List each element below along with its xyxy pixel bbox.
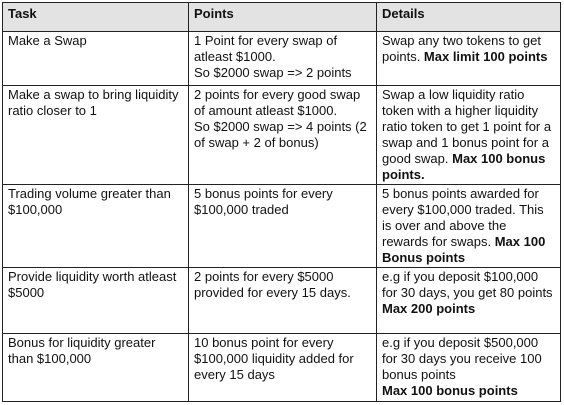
points-line: 2 points for every $5000 provided for every 15 days. [194,269,351,300]
points-cell [189,32,377,86]
points-line: So $2000 swap => 2 points [194,65,352,80]
points-cell [189,334,377,402]
task-cell: Make a Swap [3,32,189,86]
details-cell [377,268,561,334]
task-cell: Make a swap to bring liquidity ratio closer to 1 [3,86,189,185]
details-text: Swap a low liquidity ratio token with a higher liquidity ratio token to get 1 point for a swap and 1 bonus point for a good swap. [382,87,552,166]
details-text: e.g if you deposit $500,000 for 30 days you receive 100 bonus points [382,335,542,382]
table-row [3,32,561,86]
points-cell [189,185,377,268]
points-line: 1 Point for every swap of atleast $1000. [194,33,338,64]
points-line: 2 points for every good swap of amount atleast $1000. [194,87,361,118]
details-limit: Max limit 100 points [423,49,548,64]
points-cell [189,268,377,334]
task-cell: Provide liquidity worth atleast $5000 [3,268,189,334]
table-row [3,185,561,268]
points-line: 10 bonus point for every $100,000 liquidity added for every 15 days [194,335,354,382]
details-limit: Max 100 bonus points. [382,151,546,182]
details-text: e.g if you deposit $100,000 for 30 days, you get 80 points [382,269,553,300]
details-limit: Max 100 Bonus points [382,234,546,265]
details-text: 5 bonus points awarded for every $100,000 traded. This is over and above the rewards for swaps. [382,186,544,249]
details-cell [377,32,561,86]
details-text: Swap any two tokens to get points. [382,33,541,64]
details-limit: Max 100 bonus points [382,383,518,398]
header-task: Task [3,3,189,32]
points-line: 5 bonus points for every $100,000 traded [194,186,333,217]
header-points: Points [189,3,377,32]
header-row [3,3,561,32]
header-details: Details [377,3,561,32]
details-cell [377,185,561,268]
details-limit: Max 200 points [382,301,476,316]
table-row [3,334,561,402]
points-cell [189,86,377,185]
points-line: So $2000 swap => 4 points (2 of swap + 2 of bonus) [194,119,367,150]
details-cell [377,334,561,402]
task-cell: Trading volume greater than $100,000 [3,185,189,268]
task-cell: Bonus for liquidity greater than $100,000 [3,334,189,402]
points-table [2,2,561,402]
table-row [3,86,561,185]
details-cell [377,86,561,185]
table-row [3,268,561,334]
